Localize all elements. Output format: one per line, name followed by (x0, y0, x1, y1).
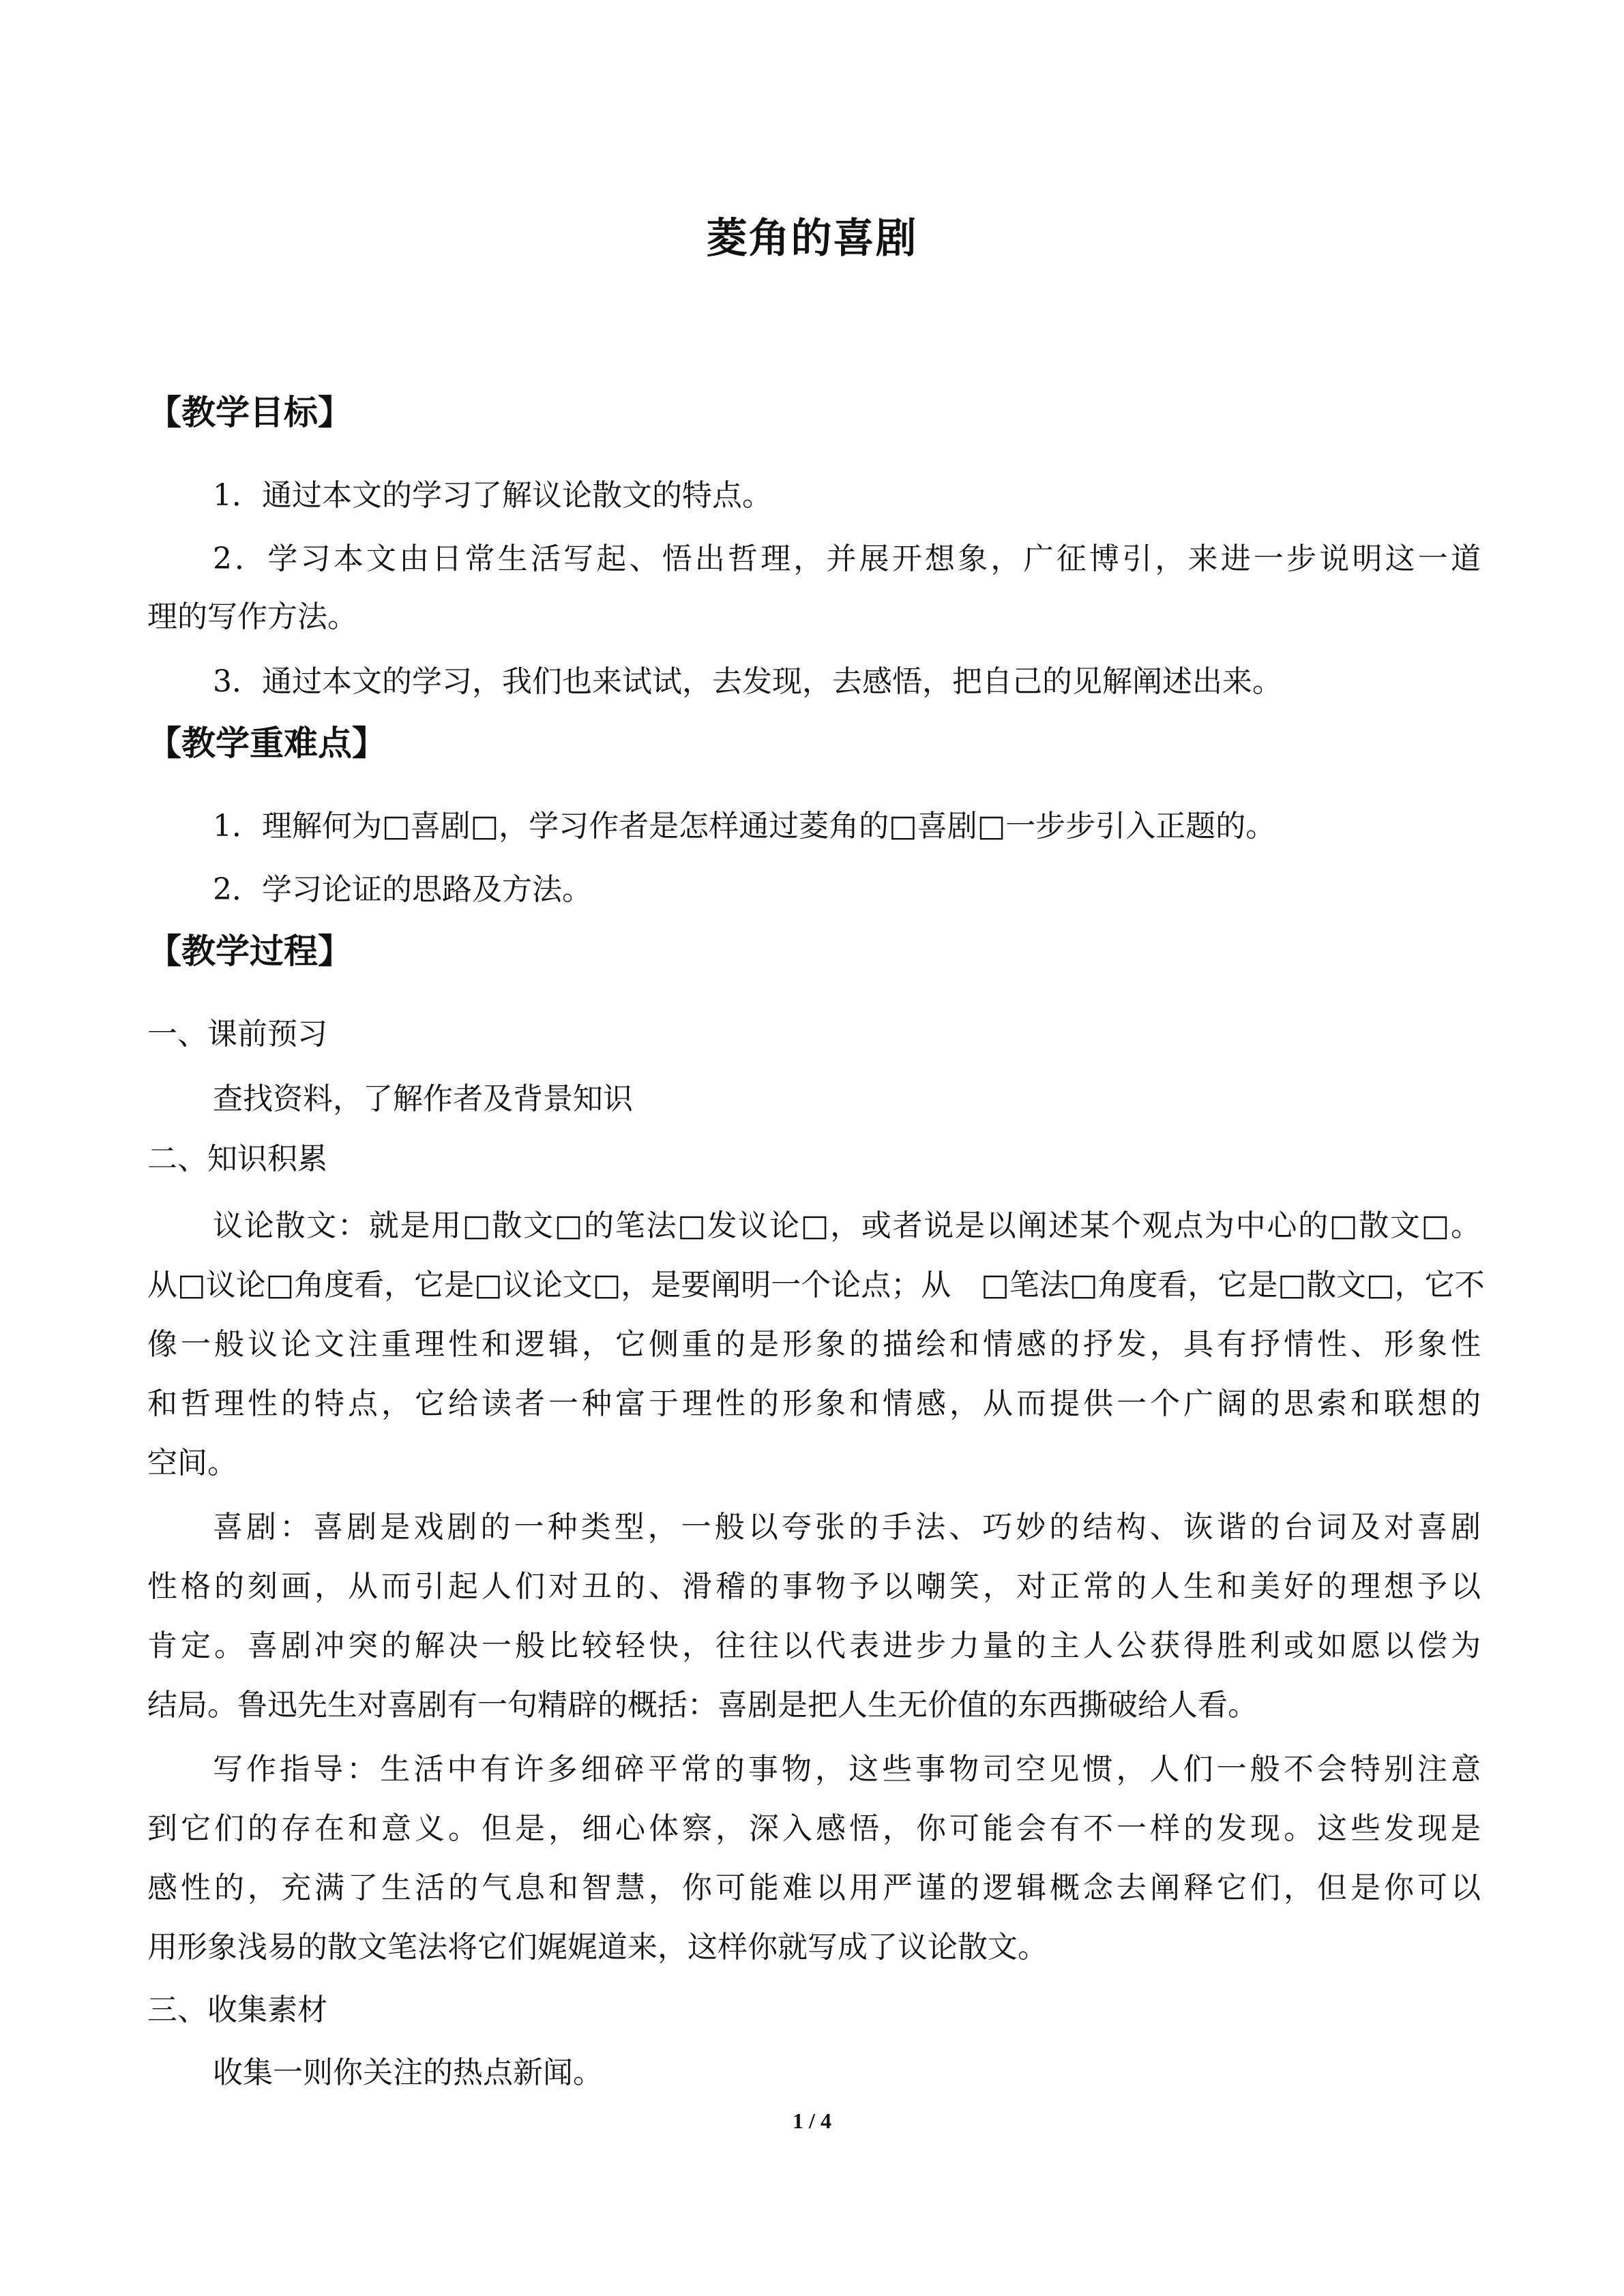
key-point-item-2: 2．学习论证的思路及方法。 (213, 872, 592, 907)
objective-item-3: 3．通过本文的学习，我们也来试试，去发现，去感悟，把自己的见解阐述出来。 (213, 664, 1282, 699)
comedy-paragraph-line-2: 性格的刻画，从而引起人们对丑的、滑稽的事物予以嘲笑，对正常的人生和美好的理想予以 (147, 1569, 1481, 1604)
key-point-item-1: 1．理解何为□喜剧□，学习作者是怎样通过菱角的□喜剧□一步步引入正题的。 (213, 809, 1276, 844)
essay-paragraph-line-3: 像一般议论文注重理性和逻辑，它侧重的是形象的描绘和情感的抒发，具有抒情性、形象性 (147, 1327, 1481, 1362)
page-number: 1 / 4 (793, 2108, 831, 2133)
writing-guide-line-1: 写作指导：生活中有许多细碎平常的事物，这些事物司空见惯，人们一般不会特别注意 (213, 1752, 1481, 1787)
process-part-2-title: 二、知识积累 (147, 1142, 327, 1176)
section-heading-process: 【教学过程】 (147, 931, 352, 971)
section-heading-objectives: 【教学目标】 (147, 393, 352, 432)
essay-paragraph-line-1: 议论散文：就是用□散文□的笔法□发议论□，或者说是以阐述某个观点为中心的□散文□。 (213, 1208, 1481, 1243)
writing-guide-line-4: 用形象浅易的散文笔法将它们娓娓道来，这样你就写成了议论散文。 (147, 1930, 1048, 1965)
objective-item-2-continued: 理的写作方法。 (147, 599, 357, 634)
comedy-paragraph-line-1: 喜剧：喜剧是戏剧的一种类型，一般以夸张的手法、巧妙的结构、诙谐的台词及对喜剧 (213, 1510, 1481, 1545)
objective-item-1: 1．通过本文的学习了解议论散文的特点。 (213, 478, 772, 513)
section-heading-key-points: 【教学重难点】 (147, 724, 386, 763)
process-part-3-title: 三、收集素材 (147, 1993, 327, 2027)
writing-guide-line-3: 感性的，充满了生活的气息和智慧，你可能难以用严谨的逻辑概念去阐释它们，但是你可以 (147, 1870, 1481, 1905)
essay-paragraph-line-5: 空间。 (147, 1446, 237, 1480)
comedy-paragraph-line-4: 结局。鲁迅先生对喜剧有一句精辟的概括：喜剧是把人生无价值的东西撕破给人看。 (147, 1688, 1258, 1723)
essay-paragraph-line-2: 从□议论□角度看，它是□议论文□，是要阐明一个论点；从 □笔法□角度看，它是□散文□，它不 (147, 1268, 1485, 1302)
comedy-paragraph-line-3: 肯定。喜剧冲突的解决一般比较轻快，往往以代表进步力量的主人公获得胜利或如愿以偿为 (147, 1628, 1481, 1663)
essay-paragraph-line-4: 和哲理性的特点，它给读者一种富于理性的形象和情感，从而提供一个广阔的思索和联想的 (147, 1386, 1481, 1421)
objective-item-2: 2．学习本文由日常生活写起、悟出哲理，并展开想象，广征博引，来进一步说明这一道 (213, 541, 1481, 576)
process-part-1-text: 查找资料，了解作者及背景知识 (213, 1082, 633, 1116)
process-part-3-text: 收集一则你关注的热点新闻。 (213, 2055, 603, 2090)
document-title: 菱角的喜剧 (706, 215, 918, 263)
writing-guide-line-2: 到它们的存在和意义。但是，细心体察，深入感悟，你可能会有不一样的发现。这些发现是 (147, 1811, 1481, 1846)
process-part-1-title: 一、课前预习 (147, 1017, 327, 1052)
